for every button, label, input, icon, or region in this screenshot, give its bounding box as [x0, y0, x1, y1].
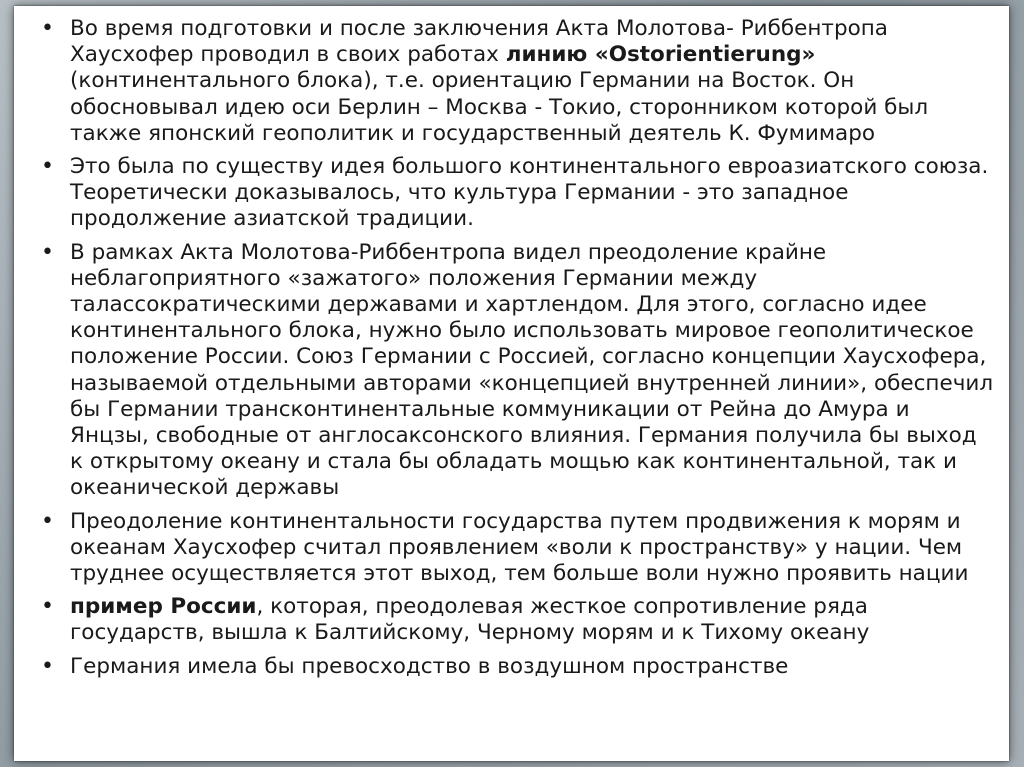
bullet-item: [40, 240, 995, 502]
bullet-item: [40, 594, 995, 646]
bullet-icon: •: [41, 239, 54, 265]
bullet-text: Германия имела бы превосходство в воздушном пространстве: [70, 653, 789, 679]
bullet-item: [40, 654, 995, 680]
bullet-item: [40, 16, 995, 147]
bullet-text-bold: линию «Ostorientierung»: [505, 42, 816, 68]
bullet-icon: •: [41, 594, 54, 620]
bullet-item: [40, 509, 995, 588]
bullet-text: В рамках Акта Молотова-Риббентропа видел преодоление крайне неблагоприятного «зажатого» положения Германии между талассократическими державами и хартлендом. Для этого, согласно идее континентального блока, нужно было использовать мировое геополитическое положение России. Союз Германии с Россией, согласно концепции Хаусхофера, называемой отдельными авторами «концепцией внутренней линии», обеспечил бы Германии трансконтинентальные коммуникации от Рейна до Амура и Янцзы, свободные от англосаксонского влияния. Германия получила бы выход к открытому океану и стала бы обладать мощью как континентальной, так и океанической державы: [70, 239, 994, 501]
bullet-text: Преодоление континентальности государства путем продвижения к морям и океанам Хаусхофер считал проявлением «воли к пространству» у нации. Чем труднее осуществляется этот выход, тем больше воли нужно проявить нации: [70, 508, 969, 587]
bullet-icon: •: [41, 653, 54, 679]
bullet-text: (континентального блока), т.е. ориентацию Германии на Восток. Он обосновывал идею оси Берлин – Москва - Токио, сторонником которой был также японский геополитик и государственный деятель К. Фумимаро: [70, 68, 929, 146]
slide: [14, 6, 1009, 761]
bullet-icon: •: [41, 154, 54, 180]
bullet-text-bold: пример России: [70, 594, 257, 620]
bullet-item: [40, 154, 995, 233]
bullet-icon: •: [41, 508, 54, 534]
bullet-text: Во время подготовки и после заключения Акта Молотова- Риббентропа Хаусхофер проводил в своих работах: [70, 16, 888, 68]
bullet-text: , которая, преодолевая жесткое сопротивление ряда государств, вышла к Балтийскому, Черному морям и к Тихому океану: [70, 594, 870, 646]
bullet-list: [40, 16, 995, 687]
bullet-text: Это была по существу идея большого континентального евроазиатского союза. Теоретически доказывалось, что культура Германии - это западное продолжение азиатской традиции.: [70, 154, 989, 232]
bullet-icon: •: [41, 16, 54, 41]
